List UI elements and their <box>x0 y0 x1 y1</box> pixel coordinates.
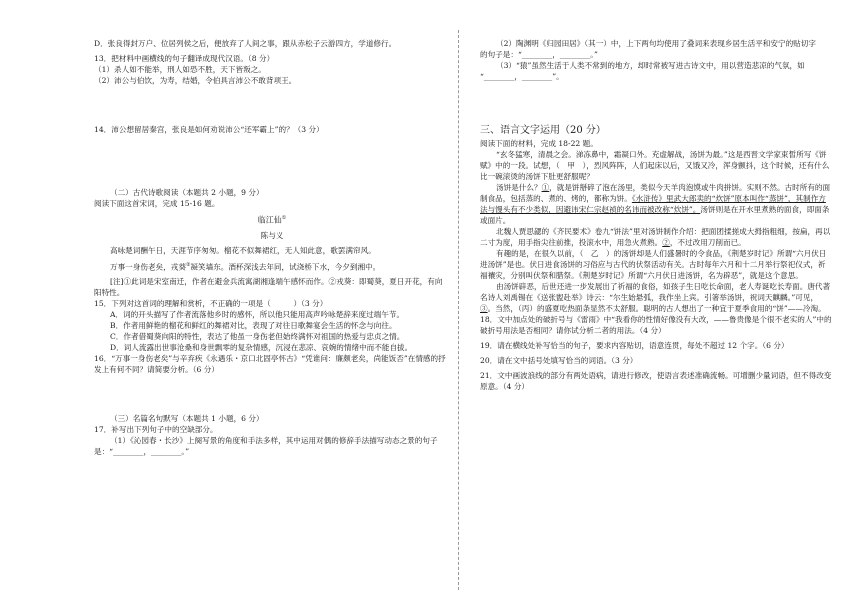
poem-title-note-marker: ① <box>281 215 287 221</box>
paragraph-3 <box>480 226 832 248</box>
paragraph-2-end: 汤饼则是在开水里煮熟的面食，即面条或面片。 <box>480 205 830 225</box>
poem-line-2 <box>94 260 450 273</box>
q13-question: 13．把材料中画横线的句子翻译成现代汉语。（8 分） <box>94 54 275 63</box>
blank-3: ③ <box>480 304 488 313</box>
q17-item-2-blanks: 的句子是：“________，________。” <box>480 50 598 59</box>
q17-item-1 <box>94 435 450 457</box>
paragraph-5-end: 。当然，（丙）的盛夏吃热面条显然不太舒服。聪明的古人想出了一种宜于夏季食用的“饼”——冷淘。 <box>487 304 826 313</box>
q19-question: 19．请在横线处补写恰当的句子，要求内容贴切，语意连贯，每处不超过 12 个字。（6 分） <box>480 341 789 350</box>
q15-option-d: D．词人流露出世事沧桑和身世飘零的复杂情感，沉浸在悲凉、哀婉的情绪中而不能自拔。 <box>110 343 413 353</box>
poem-title <box>94 213 450 226</box>
paragraph-3-start: 北魏人贾思勰的《齐民要术》卷九“饼法”里对汤饼制作介绍：把面团揉搓成大拇指粗细，按扁，再以二寸为度，用手指尖往前推，投滚水中，用急火煮熟。 <box>480 227 831 247</box>
q17-item-3-text: （3）“猿”虽然生活于人类不常到的地方，却时常被写进古诗文中，用以营造悲凉的气氛，如 <box>496 61 805 70</box>
poem-line-2-note-marker: ② <box>185 261 191 268</box>
q18-question: 18．文中加点处的破折号与《雷雨》中“我看你的性情好像没有大改，——鲁贵像是个很不老实的人”中的破折号用法是否相同？请你试分析二者的用法。（4 分） <box>480 315 832 335</box>
poem-title-text: 临江仙 <box>257 215 282 225</box>
section-2-heading: （二）古代诗歌阅读（本题共 2 小题，9 分） <box>110 188 264 197</box>
q17-item-1-blanks: ________，________ <box>113 447 182 457</box>
q14-question: 14．沛公想留居秦宫，张良是如何劝说沛公“还军霸上”的？（3 分） <box>94 125 324 134</box>
poem-line-2-end: 凝笑墙东。酒杯深浅去年同，试浇桥下水，今夕到湘中。 <box>190 262 381 272</box>
right-column <box>480 38 832 392</box>
paragraph-2 <box>480 182 832 226</box>
q15-option-c: C．作者借蜀葵向阳的特性，表达了他虽一身伤老但始终满怀对祖国的热爱与忠贞之情。 <box>110 332 405 342</box>
section-2-intro: 阅读下面这首宋词，完成 15-16 题。 <box>94 199 220 208</box>
poem-line-1: 高咏楚词酬午日，天涯节序匆匆。榴花不似舞裙红，无人知此意，歌罢满帘风。 <box>110 245 376 255</box>
q15-question: 15．下列对这首词的理解和赏析，不正确的一项是（ ）（3 分） <box>94 299 328 309</box>
blank-1: ① <box>541 183 550 192</box>
q12-option-d: D．张良得封万户、位居列侯之后，便放弃了人间之事，跟从赤松子云游四方，学道修行。 <box>94 39 397 48</box>
section-intro: 阅读下面的材料，完成 18-22 题。 <box>480 139 598 148</box>
paragraph-2-middle: ，就是饼掰碎了泡在汤里，类似今天羊肉泡馍或牛肉拼饼。实则不然。古时所有的面制食品，包括蒸的、煮的、烤的，都称为饼。 <box>480 183 831 203</box>
column-divider <box>458 30 459 590</box>
paragraph-4: 有趣的是，在很久以前，（ 乙 ）的汤饼却是人们盛暑时的令食品，《荆楚岁时记》所谓“六月伏日进汤饼”是也。伏日进食汤饼的习俗应与古代的伏祭活动有关。古时每年六月和十二月举行祭祀仪式，祈福禳灾，分别叫伏祭和腊祭。《荆楚岁时记》所谓“六月伏日进汤饼，名为辟恶”，就是这个意思。 <box>480 249 827 280</box>
q21-question: 21．文中画波浪线的部分有两处语病，请进行修改，使语言表述准确流畅。可增删少量词语，但不得改变原意。（4 分） <box>480 371 832 391</box>
paragraph-1: “玄冬猛寒，清晨之会。涕冻鼻中，霜凝口外。充虚解战，汤饼为最。”这是西晋文学家束皙所写《饼赋》中的一段。试想，（ 甲 ），烈风阵阵，人们起床以后，又饿又冷，浑身颤抖，这个时候，还有什么比一碗滚烫的汤饼下肚更舒服呢？ <box>480 150 830 181</box>
q15-option-b: B．作者用鲜艳的榴花和鲜红的舞裙对比，表现了对往日歌舞宴会生活的怀念与向往。 <box>110 321 397 331</box>
poem-notes: [注]①此词是宋室南迁，作者在避金兵流寓湖湘逢端午感怀而作。②戎葵：即蜀葵，夏日开花，有向阳特性。 <box>94 277 443 298</box>
q17-item-1-text: （1）《沁园春・长沙》上阕写景的角度和手法多样，其中运用对偶的修辞手法描写动态之景的句子是：“ <box>94 436 438 457</box>
poem-author: 陈与义 <box>260 230 284 240</box>
poem-line-2-start: 万事一身伤老矣，戎葵 <box>110 262 186 272</box>
q13-sentence-1: （1）杀人如不能举，刑人如恐不胜，天下皆叛之。 <box>94 65 266 74</box>
q17-item-2-text: （2）陶渊明《归园田居》（其一）中，上下两句均使用了叠词来表现乡居生活平和安宁的贴切字 <box>496 39 816 48</box>
paragraph-3-end: ，不过改用刀削而已。 <box>669 238 746 247</box>
q16-question: 16．“万事一身伤老矣”与辛弃疾《永遇乐・京口北固亭怀古》“凭谁问：廉颇老矣，尚能饭否”在情感的抒发上有何不同？请简要分析。（6 分） <box>94 354 446 375</box>
section-heading: 三、语言文字运用（20 分） <box>480 125 606 136</box>
q13-sentence-2: （2）沛公与伯饮，为寿，结婚，令伯具言沛公不敢背项王。 <box>94 76 297 85</box>
q17-question: 17．补写出下列句子中的空缺部分。 <box>94 425 218 435</box>
paragraph-5-start: 由汤饼辟恶，后世还进一步发展出了祈福的食俗，如孩子生日吃长命面，老人寿诞吃长寿面。唐代著名诗人刘禹锡在《送张盥赴举》诗云：“尔生始悬弧，我作坐上宾。引箸举汤饼，祝词天麒麟。”可见， <box>480 282 831 302</box>
blank-2: ② <box>662 238 670 247</box>
q20-question: 20．请在文中括号处填写恰当的词语。（3 分） <box>480 356 638 365</box>
q15-option-a: A．词的开头描写了作者流落他乡时的感怀，所以他只能用高声吟咏楚辞来度过端午节。 <box>110 310 405 320</box>
wavy-underlined-text: 《水浒传》里武大郎卖的“炊饼”原本叫作“蒸饼”，其制作方法与馒头有不少类似，因避讳宋仁宗赵祯的名讳而被改称“炊饼”。 <box>480 194 826 214</box>
q17-item-1-end: 。” <box>181 447 190 457</box>
q17-item-3-blanks: “________，________”。 <box>480 72 564 81</box>
left-column <box>94 38 450 457</box>
paragraph-2-start: 汤饼是什么？ <box>496 183 542 192</box>
section-3-heading: （三）名篇名句默写（本题共 1 小题，6 分） <box>110 414 264 424</box>
paragraph-5 <box>480 281 832 314</box>
